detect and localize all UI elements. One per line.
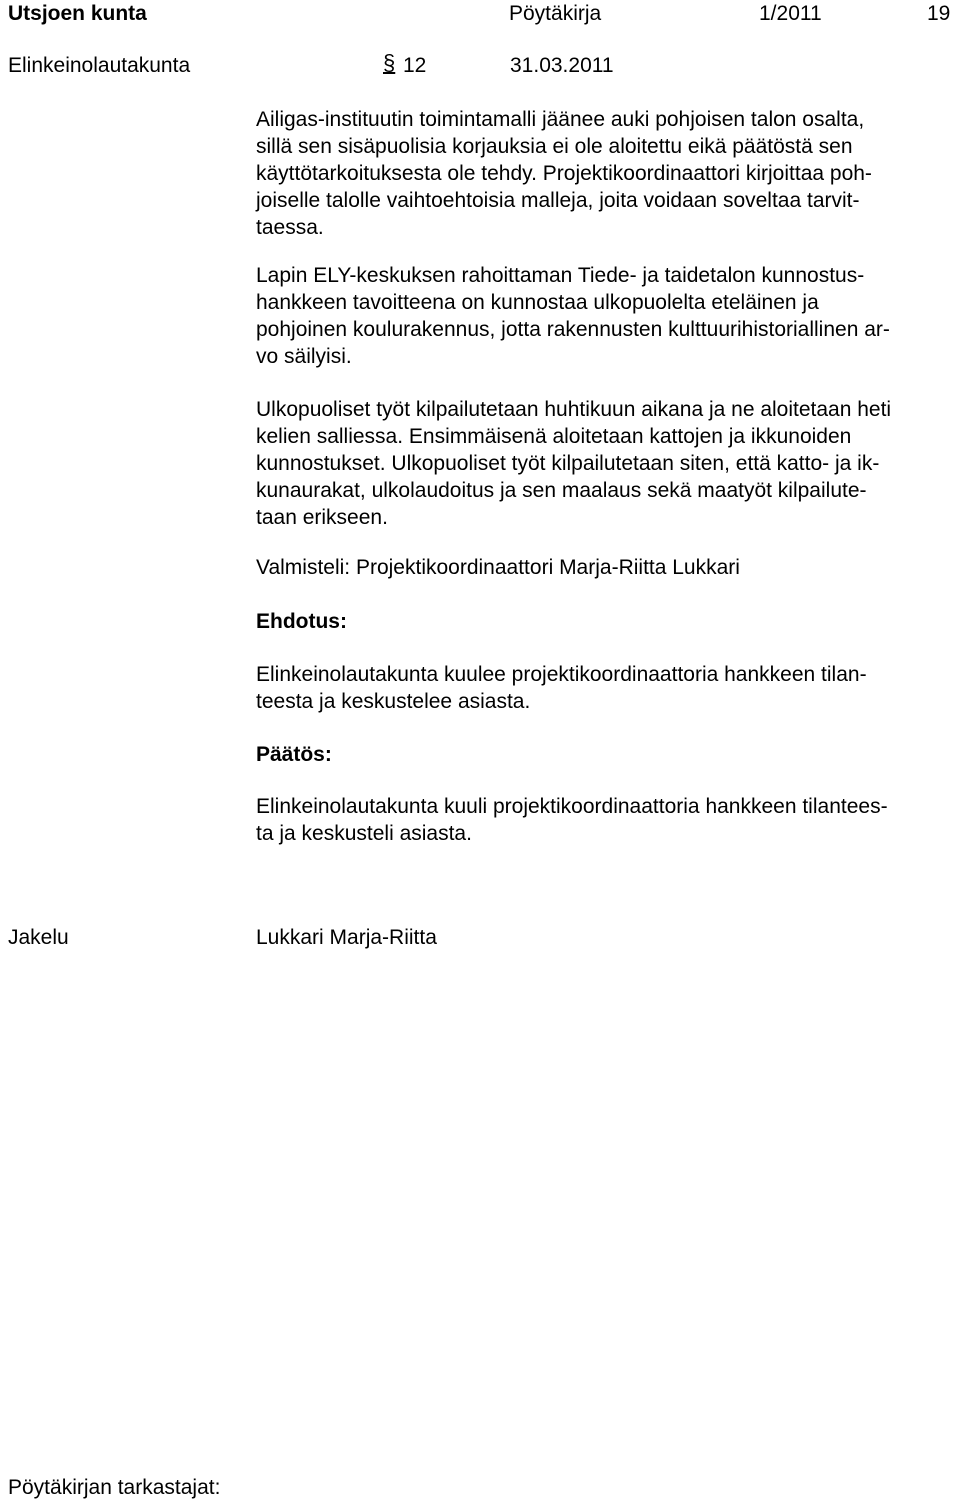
section-symbol: § xyxy=(383,50,396,75)
text-line: taan erikseen. xyxy=(256,506,388,529)
page-number: 19 xyxy=(927,2,951,25)
text-line: pohjoinen koulurakennus, jotta rakennusten kulttuurihistoriallinen ar- xyxy=(256,318,890,341)
meeting-date: 31.03.2011 xyxy=(510,54,614,77)
document-number: 1/2011 xyxy=(759,2,822,25)
prepared-by-text: Valmisteli: Projektikoordinaattori Marja-Riitta Lukkari xyxy=(256,556,740,579)
text-line: vo säilyisi. xyxy=(256,345,352,368)
distribution-label: Jakelu xyxy=(8,926,69,949)
decision-heading xyxy=(256,741,956,768)
distribution-recipient: Lukkari Marja-Riitta xyxy=(256,926,437,949)
text-line: käyttötarkoituksesta ole tehdy. Projektikoordinaattori kirjoittaa poh- xyxy=(256,162,872,185)
text-line: Lapin ELY-keskuksen rahoittaman Tiede- ja taidetalon kunnostus- xyxy=(256,264,865,287)
decision-text xyxy=(256,793,956,847)
text-line: kunnostukset. Ulkopuoliset työt kilpailutetaan siten, että katto- ja ik- xyxy=(256,452,880,475)
text-line: kelien salliessa. Ensimmäisenä aloitetaan kattojen ja ikkunoiden xyxy=(256,425,852,448)
text-line: Elinkeinolautakunta kuulee projektikoordinaattoria hankkeen tilan- xyxy=(256,663,867,686)
proposal-heading xyxy=(256,608,956,635)
text-line: Ulkopuoliset työt kilpailutetaan huhtikuun aikana ja ne aloitetaan heti xyxy=(256,398,892,421)
prepared-by xyxy=(256,554,956,581)
committee-name: Elinkeinolautakunta xyxy=(8,54,191,77)
proposal-heading-text: Ehdotus: xyxy=(256,610,347,633)
text-line: joiselle talolle vaihtoehtoisia malleja, joita voidaan soveltaa tarvit- xyxy=(256,189,860,212)
reviewers-label: Pöytäkirjan tarkastajat: xyxy=(8,1476,221,1499)
text-line: taessa. xyxy=(256,216,324,239)
text-line: ta ja keskusteli asiasta. xyxy=(256,822,472,845)
text-line: Ailigas-instituutin toimintamalli jäänee auki pohjoisen talon osalta, xyxy=(256,108,865,131)
paragraph-ely-project xyxy=(256,262,956,370)
text-line: kunaurakat, ulkolaudoitus ja sen maalaus sekä maatyöt kilpailute- xyxy=(256,479,867,502)
section-number: 12 xyxy=(403,54,427,77)
text-line: hankkeen tavoitteena on kunnostaa ulkopuolelta eteläinen ja xyxy=(256,291,819,314)
proposal-text xyxy=(256,661,956,715)
text-line: sillä sen sisäpuolisia korjauksia ei ole aloitettu eikä päätöstä sen xyxy=(256,135,853,158)
document-type: Pöytäkirja xyxy=(509,2,602,25)
municipality-name: Utsjoen kunta xyxy=(8,2,147,25)
decision-heading-text: Päätös: xyxy=(256,743,332,766)
paragraph-exterior-works xyxy=(256,396,956,531)
text-line: teesta ja keskustelee asiasta. xyxy=(256,690,531,713)
paragraph-institute xyxy=(256,106,956,241)
text-line: Elinkeinolautakunta kuuli projektikoordinaattoria hankkeen tilantees- xyxy=(256,795,888,818)
